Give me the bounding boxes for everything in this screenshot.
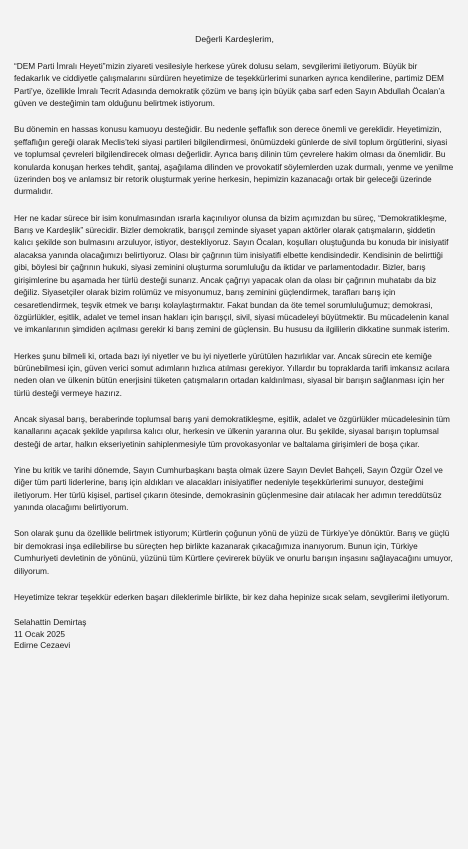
paragraph-3: Her ne kadar sürece bir isim konulmasından ısrarla kaçınılıyor olunsa da bizim açımızdan bu süreç, “Demokratikleşme, Barış ve Kardeşlik” sürecidir. Bizler demokratik, barışçıl zeminde siyaset yapan aktörler olarak çatışmaların, şiddetin kalıcı şekilde son bulmasını arzuluyor, istiyor, destekliyoruz. Sayın Öcalan, koşulları oluştuğunda bu konuda bir inisiyatif alacaksa yanında olacağımızı belirtiyoruz. Olası bir çağrının tüm inisiyatifi elbette kendisindedir. Kendisinin de belirttiği gibi, böylesi bir çağrının hukuki, siyasi zeminini oluşturma sorumluluğu da iktidar ve parlamentodadır. Bizler, barış girişimlerine bu aşamada her türlü desteği sunarız. Ancak çağrıyı yapacak olan da olası bir çağrının muhatabı da biz değiliz. Siyasetçiler olarak bizim rolümüz ve misyonumuz, barış zeminini güçlendirmek, tarafları barış için cesaretlendirmek, teşvik etmek ve barışı kolaylaştırmaktır. Fakat bundan da öte temel sorumluluğumuz; demokrasi, özgürlükler, eşitlik, adalet ve temel insan hakları için barışçıl, sivil, siyasi mücadeleyi büyütmektir. Bu mücadelenin kanal ve imkanlarının şimdiden açılması gerekir ki barış zemini de güçlensin. Bu hususu da ilgililerin dikkatine sunmak isterim. [14, 212, 450, 335]
signature-date: 11 Ocak 2025 [14, 628, 66, 639]
signature-name: Selahattin Demirtaş [14, 617, 87, 627]
paragraph-5: Ancak siyasal barış, beraberinde toplumsal barış yani demokratikleşme, eşitlik, adalet ve özgürlükler mücadelesinin tüm kanallarını açacak şekilde yapılırsa kalıcı olur, herkesin ve ülkenin yararına olur. Bu şekilde, siyasal barışın toplumsal desteği de artar, halkın ekseriyetinin sahiplenmesiyle tüm provokasyonlar ve baltalama girişimleri de boşa çıkar. [14, 413, 450, 449]
paragraph-6: Yine bu kritik ve tarihi dönemde, Sayın Cumhurbaşkanı başta olmak üzere Sayın Devlet Bahçeli, Sayın Özgür Özel ve diğer tüm parti liderlerine, barış için aldıkları ve alacakları inisiyatifler nedeniyle teşekkürlerimi sunuyor, desteğimi iletiyorum. Her türlü kişisel, partisel çıkarın ötesinde, demokrasinin güçlenmesine dair atılacak her adımın tereddütsüz yanında olacağımı belirtiyorum. [14, 464, 443, 513]
paragraph-8: Heyetimize tekrar teşekkür ederken başarı dileklerimle birlikte, bir kez daha hepinize sıcak selam, sevgilerimi iletiyorum. [14, 591, 450, 602]
paragraph-1: “DEM Parti İmralı Heyeti”mizin ziyareti vesilesiyle herkese yürek dolusu selam, sevgilerimi iletiyorum. Büyük bir fedakarlık ve ciddiyetle çalışmalarını sürdüren heyetimize de teşekkürlerimi sunarken ayrıca kendilerine, partimiz DEM Parti’ye, özellikle İmralı Tecrit Adasında demokratik çözüm ve barış için büyük çaba sarf eden Sayın Abdullah Öcalan’a güven ve desteğimin tam olduğunu belirtmek istiyorum. [14, 61, 445, 109]
paragraph-7: Son olarak şunu da özellikle belirtmek istiyorum; Kürtlerin çoğunun yönü de yüzü de Türkiye’ye dönüktür. Barış ve güçlü bir demokrasi inşa edilebilirse bu süreçten hep birlikte kazanarak çıkacağımıza inanıyorum. Bunun için, Türkiye Cumhuriyeti devletinin de yönünü, yüzünü tüm Kürtlere çevirerek büyük ve onurlu barışın inşasını sağlayacağını umuyor, diliyorum. [14, 528, 453, 576]
signature-block [14, 617, 455, 652]
paragraph-4: Herkes şunu bilmeli ki, ortada bazı iyi niyetler ve bu iyi niyetlerle yürütülen hazırlıklar var. Ancak sürecin ete kemiğe bürünebilmesi için, güven verici somut adımların hızlıca atılması gerekiyor. Yıllardır bu topraklarda tarifi imkansız acılara neden olan ve ülkenin bütün enerjisini tüketen çatışmaların ortadan kaldırılması, siyasal bir barışın sağlanması için her türlü desteği vermeye hazırız. [14, 350, 450, 398]
letter-greeting: Değerli Kardeşlerim, [195, 34, 274, 44]
paragraph-2: Bu dönemin en hassas konusu kamuoyu desteğidir. Bu nedenle şeffaflık son derece önemli ve gereklidir. Heyetimizin, şeffaflığın gereği olarak Meclis’teki siyasi partileri bilgilendirmesi, önümüzdeki günlerde de sivil toplum örgütlerini, siyasi ve toplumsal çevreleri bilgilendirecek olması değerlidir. Ayrıca barış dilinin tüm çevrelere hakim olması da önemlidir. Bu konularda konuşan herkes tehdit, şantaj, aşağılama dilinden ve provokatif söylemlerden uzak durmalı, yenme ve yenilme üzerinden boş ve anlamsız bir retorik oluşturmak yerine herkesin, hepimizin kazanacağı ortak bir geleceği üzerinde durmalıdır. [14, 124, 454, 197]
signature-place: Edirne Cezaevi [14, 640, 71, 651]
